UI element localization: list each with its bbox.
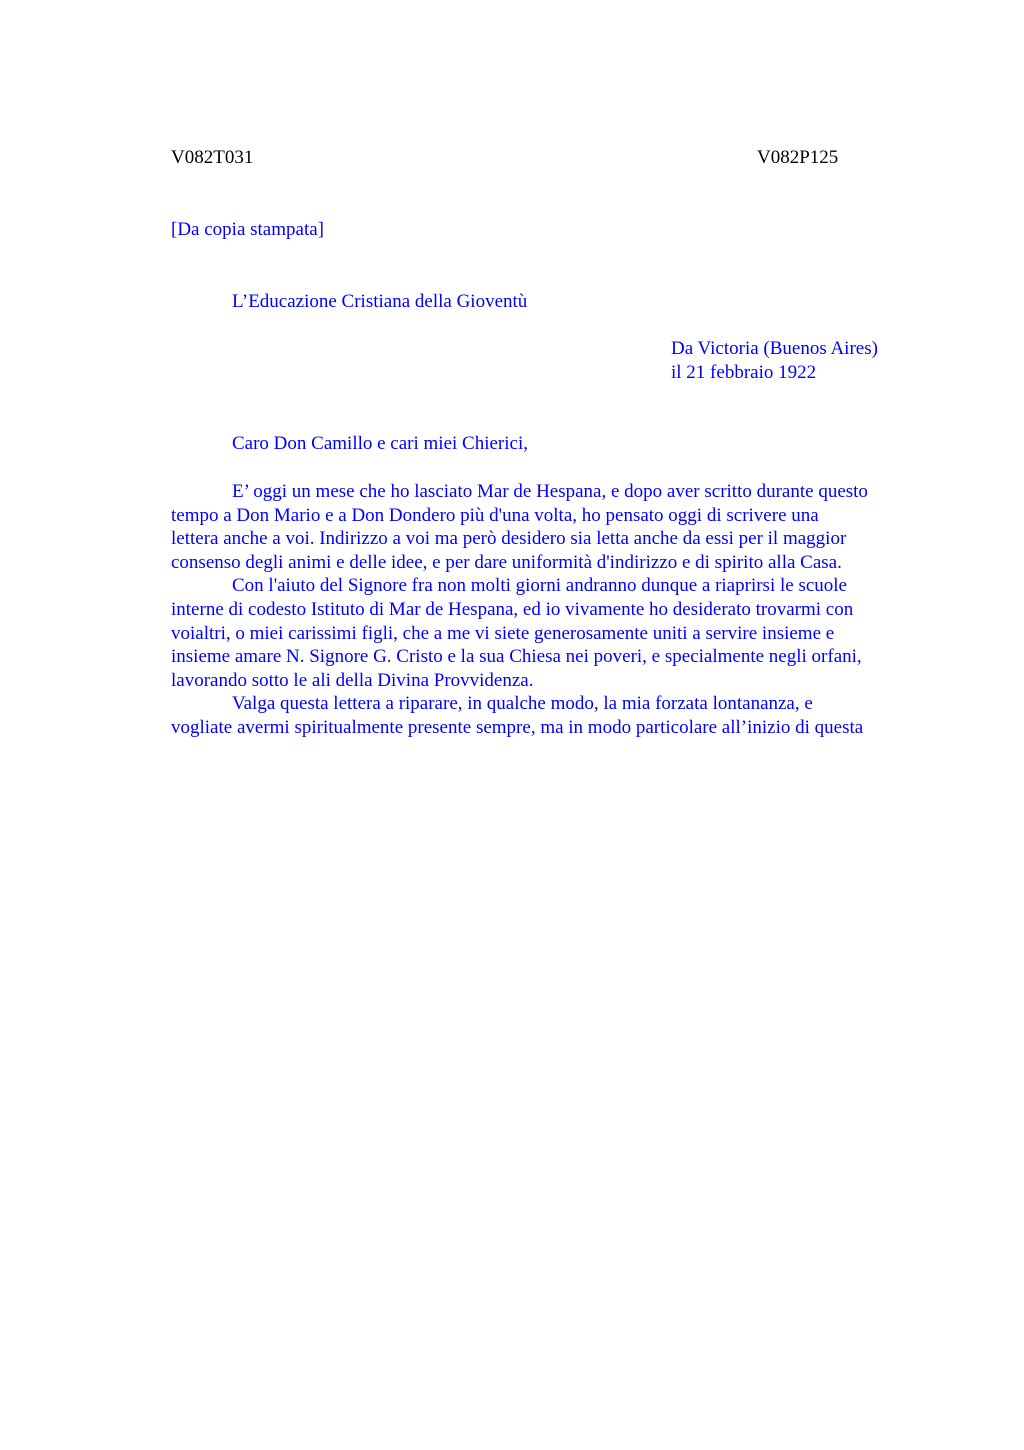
paragraph-line: Valga questa lettera a riparare, in qualche modo, la mia forzata lontananza, e: [232, 693, 813, 715]
salutation: Caro Don Camillo e cari miei Chierici,: [232, 433, 529, 454]
paragraph-line: E’ oggi un mese che ho lasciato Mar de Hespana, e dopo aver scritto durante questo: [232, 481, 868, 502]
source-note: [Da copia stampata]: [171, 219, 324, 240]
paragraph-line: voialtri, o miei carissimi figli, che a me vi siete generosamente uniti a servire insieme e: [171, 622, 835, 644]
paragraph-2: [171, 574, 933, 692]
paragraph-line: lavorando sotto le ali della Divina Provvidenza.: [171, 669, 534, 691]
place-line: Da Victoria (Buenos Aires): [671, 338, 878, 359]
header-right-code: V082P125: [757, 147, 839, 168]
paragraph-line: interne di codesto Istituto di Mar de Hespana, ed io vivamente ho desiderato trovarmi con: [171, 598, 854, 620]
place-date-block: [671, 337, 878, 384]
paragraph-line: Con l'aiuto del Signore fra non molti giorni andranno dunque a riaprirsi le scuole: [232, 575, 847, 597]
letter-body: [171, 480, 933, 740]
letter-title: L’Educazione Cristiana della Gioventù: [232, 291, 528, 312]
paragraph-line: tempo a Don Mario e a Don Dondero più d'una volta, ho pensato oggi di scrivere una: [171, 504, 819, 526]
paragraph-3: [171, 692, 933, 739]
date-line: il 21 febbraio 1922: [671, 361, 817, 383]
paragraph-line: consenso degli animi e delle idee, e per dare uniformità d'indirizzo e di spirito alla Casa.: [171, 551, 842, 573]
paragraph-line: insieme amare N. Signore G. Cristo e la sua Chiesa nei poveri, e specialmente negli orfani,: [171, 646, 862, 668]
header-left-code: V082T031: [171, 147, 254, 168]
paragraph-1: [171, 480, 933, 574]
paragraph-line: vogliate avermi spiritualmente presente sempre, ma in modo particolare all’inizio di questa: [171, 716, 864, 738]
paragraph-line: lettera anche a voi. Indirizzo a voi ma però desidero sia letta anche da essi per il maggior: [171, 528, 847, 550]
